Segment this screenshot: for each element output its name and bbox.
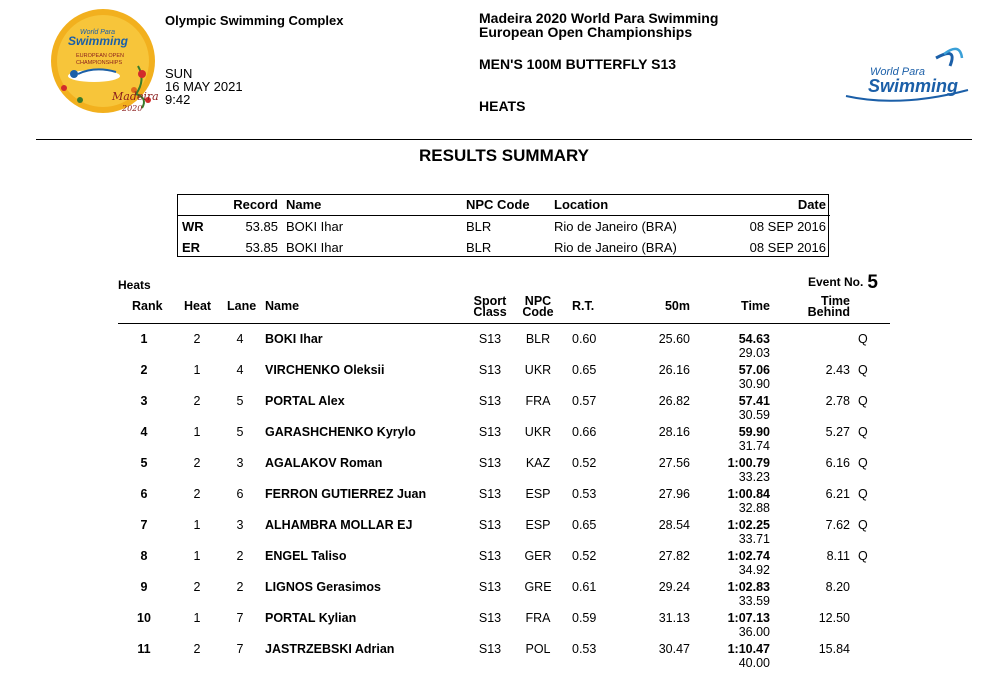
result-name: PORTAL Alex (265, 394, 345, 408)
phase-title: HEATS (479, 98, 526, 114)
result-class: S13 (478, 425, 502, 439)
results-summary-title: RESULTS SUMMARY (419, 146, 589, 165)
event-number-value: 5 (867, 272, 878, 293)
result-npc: ESP (525, 487, 551, 501)
result-npc: GRE (524, 580, 552, 594)
record-row (178, 216, 830, 238)
col-npc-code-line2: Code (522, 305, 554, 319)
result-second-split: 30.59 (738, 408, 770, 422)
result-split: 27.56 (658, 456, 690, 470)
result-qualifier: Q (858, 518, 868, 532)
result-heat: 2 (193, 580, 201, 594)
result-name: ENGEL Taliso (265, 549, 347, 563)
records-header-date: Date (797, 197, 826, 212)
championship-title-line2: European Open Championships (479, 24, 693, 40)
result-lane: 2 (236, 580, 244, 594)
result-class: S13 (478, 518, 502, 532)
result-reaction-time: 0.53 (572, 642, 597, 656)
result-rank: 8 (140, 549, 148, 563)
col-sport-class-line1: Sport (473, 294, 507, 308)
result-lane: 4 (236, 332, 244, 346)
result-second-split: 30.90 (738, 377, 770, 391)
result-time-behind: 5.27 (825, 425, 850, 439)
result-second-split: 32.88 (738, 501, 770, 515)
result-row (0, 394, 1008, 425)
result-second-split: 34.92 (738, 563, 770, 577)
result-name: FERRON GUTIERREZ Juan (265, 487, 427, 501)
record-location: Rio de Janeiro (BRA) (554, 219, 677, 234)
result-time-behind: 2.43 (825, 363, 850, 377)
result-second-split: 33.71 (738, 532, 770, 546)
col-reaction-time: R.T. (572, 299, 595, 313)
result-rank: 9 (140, 580, 148, 594)
result-reaction-time: 0.53 (572, 487, 597, 501)
result-heat: 1 (193, 363, 201, 377)
result-split: 30.47 (658, 642, 690, 656)
result-split: 27.82 (658, 549, 690, 563)
result-row (0, 642, 1008, 673)
result-reaction-time: 0.61 (572, 580, 597, 594)
result-time: 1:02.83 (727, 580, 770, 594)
result-rank: 3 (140, 394, 148, 408)
result-name: PORTAL Kylian (265, 611, 357, 625)
result-time-behind: 12.50 (818, 611, 850, 625)
result-row (0, 518, 1008, 549)
records-header-record: Record (233, 197, 278, 212)
result-class: S13 (478, 394, 502, 408)
result-time-behind: 8.11 (826, 549, 850, 563)
record-date: 08 SEP 2016 (749, 219, 826, 234)
svg-text:Madeira: Madeira (112, 90, 159, 103)
result-second-split: 33.23 (738, 470, 770, 484)
record-row (178, 237, 830, 258)
records-header-location: Location (554, 197, 609, 212)
result-npc: POL (525, 642, 551, 656)
result-rank: 2 (140, 363, 148, 377)
result-heat: 1 (193, 425, 201, 439)
result-heat: 1 (193, 518, 201, 532)
result-name: AGALAKOV Roman (265, 456, 383, 470)
championship-logo (50, 8, 162, 118)
world-para-swimming-logo (840, 40, 972, 110)
svg-text:2020: 2020 (122, 104, 143, 113)
result-reaction-time: 0.57 (572, 394, 597, 408)
result-lane: 3 (236, 456, 244, 470)
svg-text:CHAMPIONSHIPS: CHAMPIONSHIPS (76, 60, 123, 66)
result-second-split: 31.74 (738, 439, 770, 453)
record-time: 53.85 (245, 219, 278, 234)
result-time: 1:00.79 (727, 456, 770, 470)
result-npc: UKR (524, 425, 552, 439)
record-code: ER (182, 240, 201, 255)
col-npc-code (519, 296, 557, 318)
date: 16 MAY 2021 (165, 79, 243, 94)
result-lane: 7 (236, 611, 244, 625)
record-date: 08 SEP 2016 (749, 240, 826, 255)
result-split: 25.60 (658, 332, 690, 346)
result-split: 28.54 (658, 518, 690, 532)
result-split: 26.82 (658, 394, 690, 408)
result-split: 28.16 (658, 425, 690, 439)
time: 9:42 (165, 92, 191, 107)
col-split-50m: 50m (664, 299, 690, 313)
result-class: S13 (478, 487, 502, 501)
result-qualifier: Q (858, 363, 868, 377)
result-row (0, 332, 1008, 363)
result-class: S13 (478, 580, 502, 594)
result-time: 57.41 (738, 394, 770, 408)
result-split: 27.96 (658, 487, 690, 501)
result-reaction-time: 0.52 (572, 549, 597, 563)
result-name: LIGNOS Gerasimos (265, 580, 382, 594)
result-row (0, 363, 1008, 394)
result-npc: GER (524, 549, 552, 563)
result-qualifier: Q (858, 425, 868, 439)
result-class: S13 (478, 456, 502, 470)
col-npc-code-line1: NPC (524, 294, 552, 308)
result-split: 29.24 (658, 580, 690, 594)
result-class: S13 (478, 549, 502, 563)
result-second-split: 29.03 (738, 346, 770, 360)
result-rank: 10 (137, 611, 151, 625)
result-qualifier: Q (858, 394, 868, 408)
result-reaction-time: 0.66 (572, 425, 597, 439)
svg-text:Swimming: Swimming (868, 76, 959, 96)
svg-text:Swimming: Swimming (68, 34, 129, 48)
records-header-name: Name (286, 197, 322, 212)
result-reaction-time: 0.65 (572, 363, 597, 377)
records-table (178, 194, 830, 258)
result-time: 1:07.13 (727, 611, 770, 625)
result-name: ALHAMBRA MOLLAR EJ (265, 518, 413, 532)
result-time-behind: 8.20 (825, 580, 850, 594)
col-name: Name (265, 299, 300, 313)
result-name: GARASHCHENKO Kyrylo (265, 425, 416, 439)
result-heat: 2 (193, 487, 201, 501)
result-heat: 1 (193, 549, 201, 563)
col-heat: Heat (184, 299, 212, 313)
svg-text:World Para: World Para (870, 66, 926, 78)
result-rank: 1 (140, 332, 148, 346)
result-lane: 5 (236, 394, 244, 408)
record-npc: BLR (466, 219, 492, 234)
result-rank: 5 (140, 456, 148, 470)
result-name: BOKI Ihar (265, 332, 323, 346)
result-qualifier: Q (858, 456, 868, 470)
svg-text:World Para: World Para (80, 29, 116, 36)
result-qualifier: Q (858, 549, 868, 563)
result-reaction-time: 0.52 (572, 456, 597, 470)
championship-title-line1: Madeira 2020 World Para Swimming (479, 10, 719, 26)
result-lane: 7 (236, 642, 244, 656)
event-title: MEN'S 100M BUTTERFLY S13 (479, 56, 677, 72)
result-npc: UKR (524, 363, 552, 377)
col-sport-class-line2: Class (473, 305, 507, 319)
result-lane: 5 (236, 425, 244, 439)
result-second-split: 40.00 (738, 656, 770, 670)
result-rank: 4 (140, 425, 148, 439)
result-heat: 2 (193, 332, 201, 346)
result-lane: 4 (236, 363, 244, 377)
event-number (808, 272, 878, 294)
result-heat: 1 (193, 611, 201, 625)
result-time-behind: 7.62 (825, 518, 850, 532)
result-time: 1:02.74 (727, 549, 770, 563)
result-name: VIRCHENKO Oleksii (265, 363, 385, 377)
result-npc: FRA (525, 611, 551, 625)
col-time-behind-line2: Behind (807, 305, 850, 319)
event-number-label: Event No. (808, 275, 864, 289)
col-rank: Rank (132, 299, 163, 313)
record-code: WR (182, 219, 204, 234)
result-lane: 3 (236, 518, 244, 532)
result-row (0, 456, 1008, 487)
result-heat: 2 (193, 642, 201, 656)
record-location: Rio de Janeiro (BRA) (554, 240, 677, 255)
records-header-row (178, 194, 830, 216)
col-time: Time (741, 299, 770, 313)
result-split: 31.13 (658, 611, 690, 625)
result-time-behind: 2.78 (825, 394, 850, 408)
result-npc: KAZ (525, 456, 551, 470)
result-reaction-time: 0.59 (572, 611, 597, 625)
result-reaction-time: 0.65 (572, 518, 597, 532)
result-time: 1:02.25 (727, 518, 770, 532)
header-divider (36, 139, 972, 140)
col-time-behind (800, 296, 850, 318)
col-lane: Lane (227, 299, 257, 313)
results-header-divider (118, 323, 890, 324)
result-row (0, 580, 1008, 611)
result-time-behind: 6.16 (825, 456, 850, 470)
championship-title (479, 11, 718, 39)
col-time-behind-line1: Time (821, 294, 850, 308)
result-class: S13 (478, 363, 502, 377)
result-rank: 7 (140, 518, 148, 532)
result-name: JASTRZEBSKI Adrian (265, 642, 395, 656)
col-sport-class (470, 296, 510, 318)
records-header-npc: NPC Code (466, 197, 530, 212)
result-time: 59.90 (738, 425, 770, 439)
result-lane: 2 (236, 549, 244, 563)
result-npc: BLR (525, 332, 551, 346)
date-time (165, 67, 243, 106)
result-time: 54.63 (738, 332, 770, 346)
result-rank: 6 (140, 487, 148, 501)
result-row (0, 425, 1008, 456)
result-lane: 6 (236, 487, 244, 501)
svg-text:EUROPEAN OPEN: EUROPEAN OPEN (76, 53, 124, 59)
record-time: 53.85 (245, 240, 278, 255)
result-time-behind: 6.21 (825, 487, 850, 501)
result-class: S13 (478, 611, 502, 625)
result-time-behind: 15.84 (818, 642, 850, 656)
records-header-code (178, 194, 222, 216)
result-qualifier: Q (858, 332, 868, 346)
result-row (0, 611, 1008, 642)
result-time: 1:00.84 (727, 487, 770, 501)
result-npc: ESP (525, 518, 551, 532)
record-name: BOKI Ihar (286, 219, 344, 234)
result-row (0, 487, 1008, 518)
result-time: 57.06 (738, 363, 770, 377)
result-class: S13 (478, 332, 502, 346)
result-heat: 2 (193, 456, 201, 470)
heats-label: Heats (118, 278, 151, 292)
result-qualifier: Q (858, 487, 868, 501)
result-second-split: 33.59 (738, 594, 770, 608)
result-heat: 2 (193, 394, 201, 408)
venue-name: Olympic Swimming Complex (165, 13, 344, 28)
result-rank: 11 (137, 642, 151, 656)
result-npc: FRA (525, 394, 551, 408)
day: SUN (165, 66, 193, 81)
record-npc: BLR (466, 240, 492, 255)
result-reaction-time: 0.60 (572, 332, 597, 346)
record-name: BOKI Ihar (286, 240, 344, 255)
result-split: 26.16 (658, 363, 690, 377)
result-row (0, 549, 1008, 580)
result-second-split: 36.00 (738, 625, 770, 639)
result-class: S13 (478, 642, 502, 656)
result-time: 1:10.47 (727, 642, 770, 656)
